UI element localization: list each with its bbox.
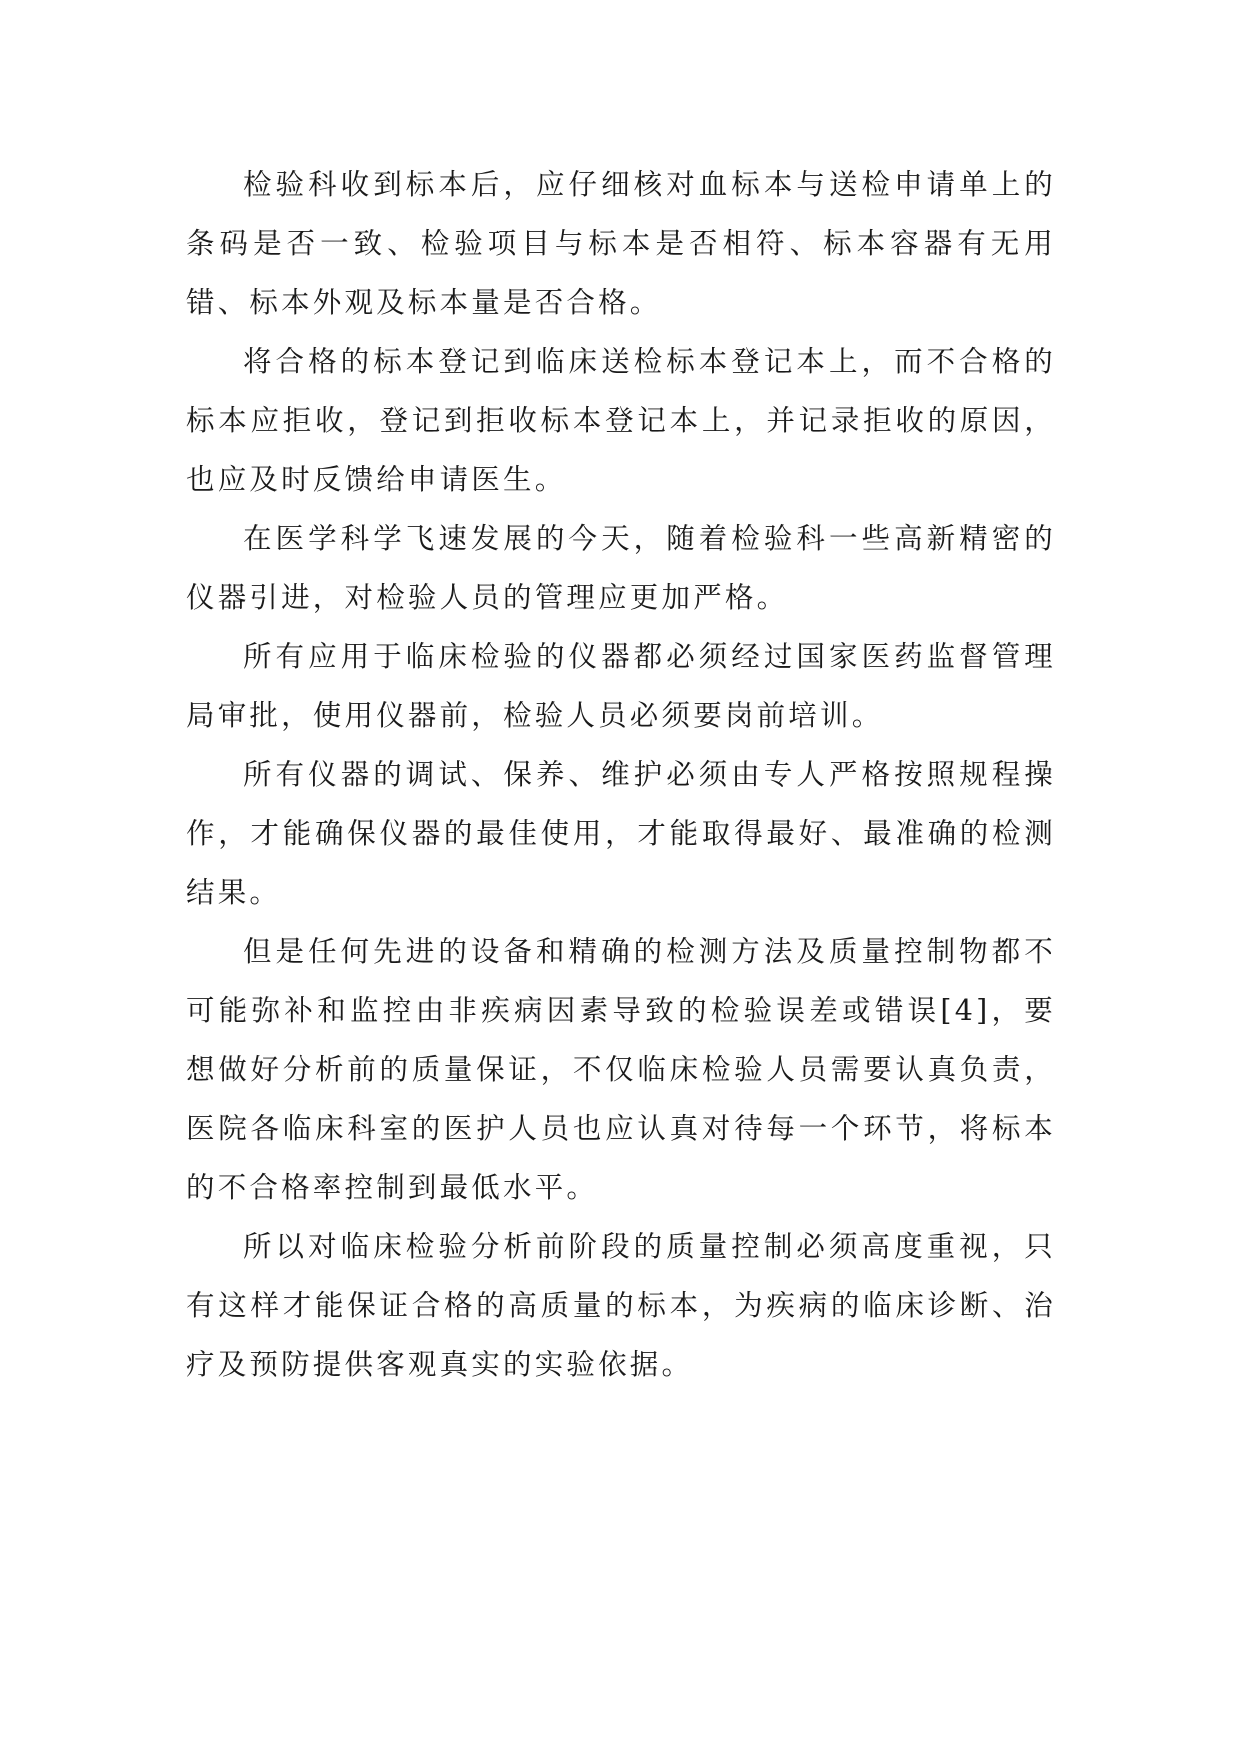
paragraph-7: 所以对临床检验分析前阶段的质量控制必须高度重视，只有这样才能保证合格的高质量的标本，为疾病的临床诊断、治疗及预防提供客观真实的实验依据。 [186,1230,1056,1381]
paragraph-1: 检验科收到标本后，应仔细核对血标本与送检申请单上的条码是否一致、检验项目与标本是否相符、标本容器有无用错、标本外观及标本量是否合格。 [186,168,1056,319]
paragraph-2: 将合格的标本登记到临床送检标本登记本上，而不合格的标本应拒收，登记到拒收标本登记本上，并记录拒收的原因，也应及时反馈给申请医生。 [186,345,1056,496]
paragraph-3: 在医学科学飞速发展的今天，随着检验科一些高新精密的仪器引进，对检验人员的管理应更加严格。 [186,522,1056,614]
paragraph-6: 但是任何先进的设备和精确的检测方法及质量控制物都不可能弥补和监控由非疾病因素导致的检验误差或错误[4]，要想做好分析前的质量保证，不仅临床检验人员需要认真负责，医院各临床科室的医护人员也应认真对待每一个环节，将标本的不合格率控制到最低水平。 [186,935,1056,1204]
paragraph-4: 所有应用于临床检验的仪器都必须经过国家医药监督管理局审批，使用仪器前，检验人员必须要岗前培训。 [186,640,1056,732]
paragraph-5: 所有仪器的调试、保养、维护必须由专人严格按照规程操作，才能确保仪器的最佳使用，才能取得最好、最准确的检测结果。 [186,758,1056,909]
document-body [186,155,1056,1394]
